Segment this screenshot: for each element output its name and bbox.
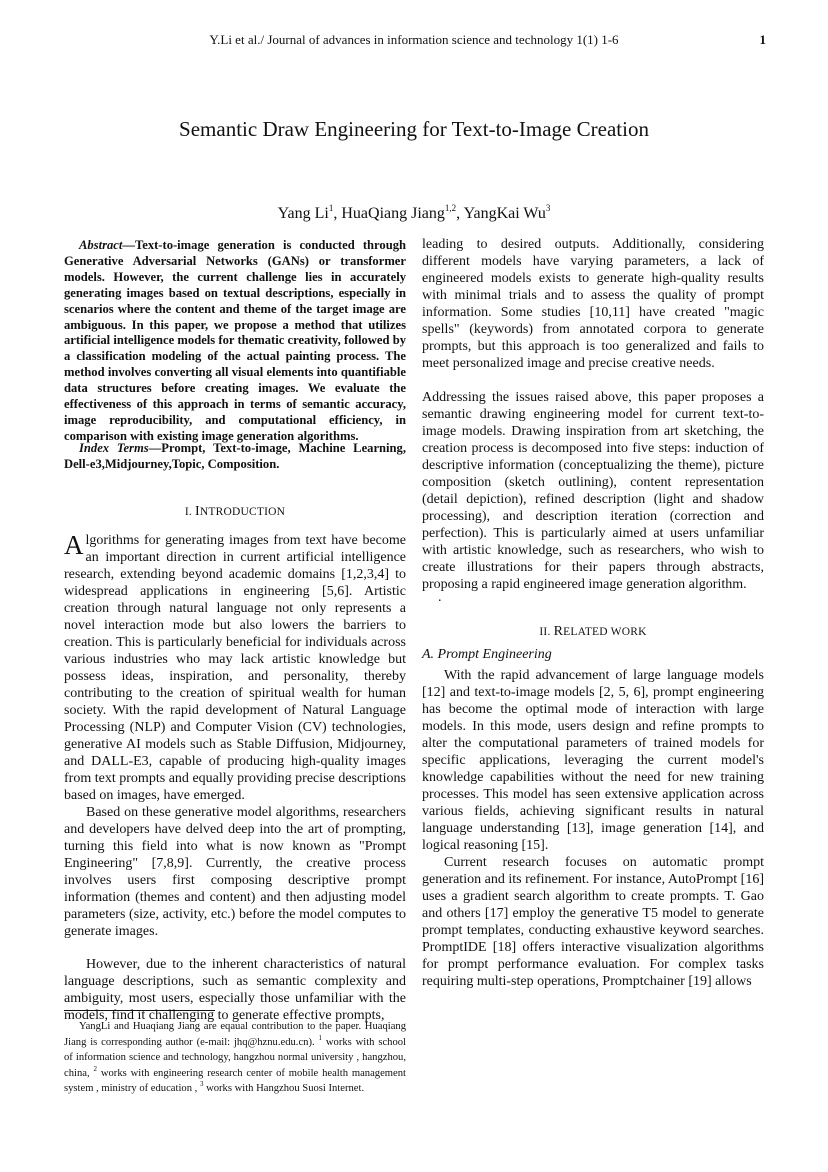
section-heading-capital: I (195, 504, 200, 519)
footnote-text: works with school of information science and technology, hangzhou normal university , hangzhou, china, (64, 1036, 406, 1079)
paragraph: leading to desired outputs. Additionally, considering different models have varying parameters, a lack of engineered models exists to generate high-quality results with minimal trials and to assess the quality of prompt information. Some studies [10,11] have created "magic spells" (keywords) from annotated corpora to generate prompts, but this approach is too generalized and fails to meet personalized image and precise creative needs. (422, 237, 764, 371)
footnote-text: works with Hangzhou Suosi Internet. (203, 1083, 365, 1095)
footnote-rule (64, 1010, 215, 1011)
index-terms-text: Prompt, Text-to-image, Machine Learning, Dell-e3,Midjourney,Topic, Composition. (64, 441, 406, 471)
paper-title: Semantic Draw Engineering for Text-to-Image Creation (179, 117, 649, 141)
abstract-dash: — (122, 238, 135, 252)
index-terms-dash: — (148, 441, 162, 455)
paragraph (64, 532, 406, 804)
footnote (64, 1019, 406, 1097)
footnote-mark: 2 (93, 1064, 97, 1073)
author-affiliation-mark: 1 (328, 203, 334, 213)
running-header (0, 30, 828, 50)
author-affiliation-mark: 3 (545, 203, 551, 213)
index-terms-label: Index Terms (79, 441, 149, 455)
right-column-intro-body (422, 236, 764, 593)
paragraph: Based on these generative model algorithms, researchers and developers have delved deep into the art of prompting, turning this field into what is now known as "Prompt Engineering" [7,8,9]. Currently, the creative process involves users first composing descriptive prompt information (themes and content) and then adjusting model parameters (size, activity, etc.) before the model computes to generate images. (64, 805, 406, 939)
running-title: Y.Li et al./ Journal of advances in information science and technology 1(1) 1-6 (209, 32, 619, 47)
author-list (0, 203, 828, 225)
author-affiliation-mark: 1,2 (444, 203, 457, 213)
footnote-mark: 1 (318, 1033, 322, 1042)
abstract-text: Text-to-image generation is conducted through Generative Adversarial Networks (GANs) or transformer models. However, the current challenge lies in accurately generating images based on textual descriptions, especially in scenarios where the content and theme of the target image are ambiguous. In this paper, we propose a method that utilizes artificial intelligence models for thematic creativity, followed by a classification modeling of the actual painting process. The method involves converting all visual elements into quantifiable data structures before creating images. We evaluate the effectiveness of this approach in terms of semantic accuracy, image reproducibility, and computational efficiency, in comparison with existing image generation algorithms. (64, 238, 406, 443)
section-heading-rest: NTRODUCTION (199, 506, 286, 518)
subsection-heading-prompt-engineering: A. Prompt Engineering (422, 647, 552, 662)
section-numeral: I. (184, 506, 196, 518)
section-heading-related-work (422, 624, 764, 640)
footnote-text: YangLi and Huaqiang Jiang are eqaual contribution to the paper. Huaqiang Jiang is corresponding author (e-mail: jhq@hznu.edu.cn). (64, 1021, 406, 1048)
section-heading-rest: ELATED WORK (563, 626, 647, 638)
author-separator: , (333, 205, 342, 222)
related-work-body (422, 667, 764, 990)
footnote-mark: 3 (199, 1080, 204, 1089)
author-name: YangKai Wu (463, 205, 546, 222)
section-heading-introduction (64, 504, 406, 520)
index-terms (64, 441, 406, 473)
paragraph-text: lgorithms for generating images from text have become an important direction in current artificial intelligence research, extending beyond academic domains [1,2,3,4] to widespread applications in engineering [5,6]. Artistic creation through natural language not only represents a novel interaction mode but also lowers the barriers to creation. This is particularly beneficial for individuals across various industries who may lack artistic knowledge but possess ideas, inspiration, and personality, thereby contributing to the creation of spiritual wealth for human society. With the rapid development of Natural Language Processing (NLP) and Computer Vision (CV) technologies, generative AI models such as Stable Diffusion, Midjourney, and DALL-E3, capable of producing high-quality images from text prompts and equally providing precise descriptions based on images, have emerged. (64, 533, 406, 803)
paragraph: However, due to the inherent characteristics of natural language descriptions, such as semantic complexity and ambiguity, most users, especially those unfamiliar with the models, find it challenging to generate effective prompts, (64, 957, 406, 1023)
abstract (64, 238, 406, 445)
author-name: Yang Li (277, 205, 329, 222)
section-numeral: II. (539, 626, 554, 638)
abstract-label: Abstract (79, 238, 123, 252)
paragraph: With the rapid advancement of large language models [12] and text-to-image models [2, 5, 6], prompt engineering has become the optimal mode of interaction with large models. In this mode, users design and refine prompts to alter the computational parameters of trained models for specific applications, leveraging the current model's knowledge capabilities without the need for new training processes. This model has seen extensive application across various fields, achieving significant results in natural language understanding [13], image generation [14], and logical reasoning [15]. (422, 668, 764, 853)
drop-cap: A (64, 530, 84, 560)
author-name: HuaQiang Jiang (341, 205, 445, 222)
introduction-body (64, 532, 406, 1024)
author-separator: , (456, 205, 464, 222)
section-heading-capital: R (553, 624, 564, 639)
page-number: 1 (759, 32, 766, 47)
paragraph: Current research focuses on automatic prompt generation and its refinement. For instance, AutoPrompt [16] uses a gradient search algorithm to create prompts. T. Gao and others [17] employ the generative T5 model to generate prompt templates, conducting exhaustive keyword searches. PromptIDE [18] offers interactive visualization algorithms for prompt performance evaluation. For complex tasks requiring multi-step operations, Promptchainer [19] allows (422, 855, 764, 989)
stray-dot: . (438, 590, 442, 605)
footnote-text: works with engineering research center of mobile health management system , ministry of education , (64, 1067, 406, 1095)
paragraph: Addressing the issues raised above, this paper proposes a semantic drawing engineering model for current text-to-image models. Drawing inspiration from art sketching, the creation process is decomposed into five steps: induction of descriptive information (conceptualizing the theme), picture composition (sketch outlining), content representation (detail depiction), refined description (light and shadow processing), and description iteration (correction and perfection). This is particularly aimed at users unfamiliar with artistic knowledge, such as researchers, who wish to create illustrations for their papers through abstracts, proposing a rapid engineered image generation algorithm. (422, 390, 764, 592)
